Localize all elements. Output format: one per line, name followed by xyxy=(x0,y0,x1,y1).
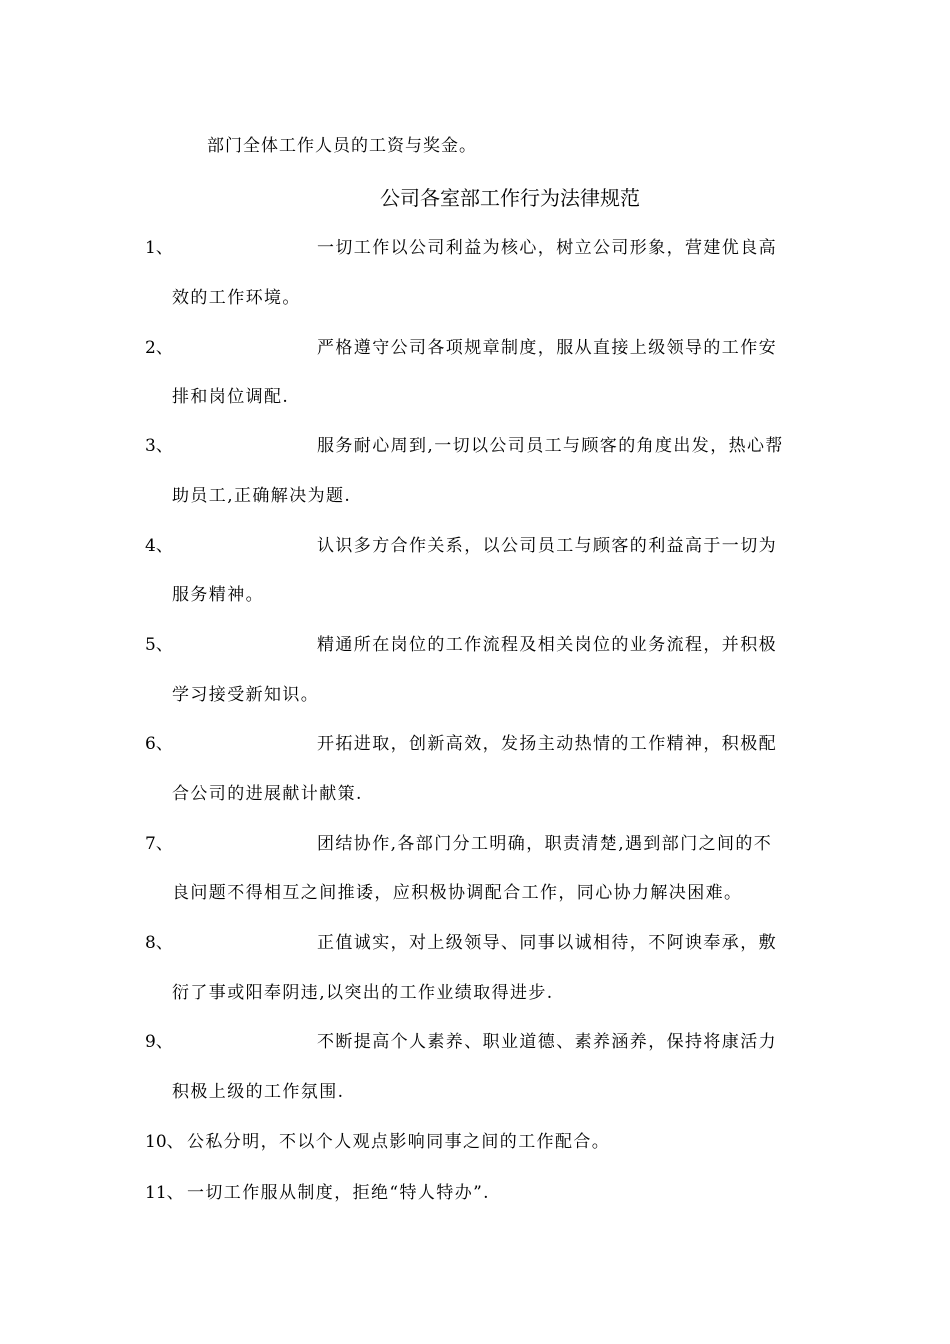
item-number: 1、 xyxy=(145,238,173,258)
item-number: 10、 xyxy=(145,1132,184,1152)
item-text: 一切工作以公司利益为核心，树立公司形象，营建优良高 xyxy=(317,238,777,258)
item-text-continuation: 服务精神。 xyxy=(172,585,264,605)
item-text: 一切工作服从制度，拒绝“特人特办”. xyxy=(187,1183,490,1203)
item-text-continuation: 学习接受新知识。 xyxy=(172,685,320,705)
item-text: 严格遵守公司各项规章制度，服从直接上级领导的工作安 xyxy=(317,338,777,358)
item-text-continuation: 良问题不得相互之间推诿，应积极协调配合工作，同心协力解决困难。 xyxy=(172,883,743,903)
item-number: 4、 xyxy=(145,536,173,556)
item-number: 11、 xyxy=(145,1183,184,1203)
intro-line: 部门全体工作人员的工资与奖金。 xyxy=(207,136,477,156)
item-number: 9、 xyxy=(145,1032,173,1052)
item-text-continuation: 助员工,正确解决为题. xyxy=(172,486,352,506)
item-text: 公私分明，不以个人观点影响同事之间的工作配合。 xyxy=(187,1132,611,1152)
item-number: 3、 xyxy=(145,436,173,456)
item-text-continuation: 衍了事或阳奉阴违,以突出的工作业绩取得进步. xyxy=(172,983,554,1003)
item-text: 不断提高个人素养、职业道德、素养涵养，保持将康活力 xyxy=(317,1032,777,1052)
item-text-continuation: 积极上级的工作氛围. xyxy=(172,1082,345,1102)
item-text-continuation: 合公司的进展献计献策. xyxy=(172,784,363,804)
item-number: 7、 xyxy=(145,834,173,854)
item-number: 6、 xyxy=(145,734,173,754)
item-text-continuation: 效的工作环境。 xyxy=(172,288,301,308)
item-text: 团结协作,各部门分工明确，职责清楚,遇到部门之间的不 xyxy=(317,834,773,854)
item-text-continuation: 排和岗位调配. xyxy=(172,387,290,407)
item-number: 8、 xyxy=(145,933,173,953)
item-number: 5、 xyxy=(145,635,173,655)
item-number: 2、 xyxy=(145,338,173,358)
item-text: 服务耐心周到,一切以公司员工与顾客的角度出发，热心帮 xyxy=(317,436,784,456)
item-text: 开拓进取，创新高效，发扬主动热情的工作精神，积极配 xyxy=(317,734,777,754)
item-text: 正值诚实，对上级领导、同事以诚相待，不阿谀奉承，敷 xyxy=(317,933,777,953)
item-text: 认识多方合作关系，以公司员工与顾客的利益高于一切为 xyxy=(317,536,777,556)
item-text: 精通所在岗位的工作流程及相关岗位的业务流程，并积极 xyxy=(317,635,777,655)
document-title: 公司各室部工作行为法律规范 xyxy=(380,186,640,210)
